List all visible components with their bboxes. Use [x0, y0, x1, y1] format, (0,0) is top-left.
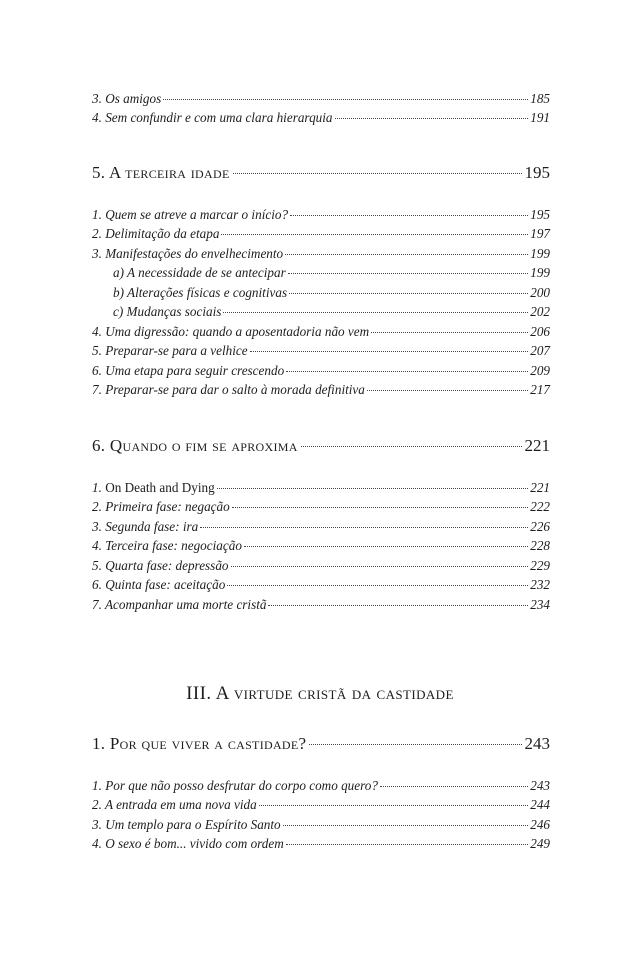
toc-entry [92, 480, 550, 496]
dot-leader [232, 507, 529, 508]
chapter-heading [92, 436, 550, 456]
toc-subentry [113, 285, 550, 301]
toc-entry-page: 228 [530, 538, 550, 553]
chapter-title: 1. Por que viver a castidade? [92, 734, 307, 753]
toc-entry-title: 7. Acompanhar uma morte cristã [92, 597, 267, 612]
toc-entry-page: 206 [530, 324, 550, 339]
toc-entry-title: 5. Preparar-se para a velhice [92, 343, 248, 358]
toc-entry [92, 817, 550, 833]
chapter-page: 195 [524, 163, 550, 182]
toc-entry [92, 597, 550, 613]
toc-entry [92, 836, 550, 852]
dot-leader [233, 173, 522, 174]
dot-leader [231, 566, 529, 567]
chapter-title: 5. A terceira idade [92, 163, 230, 182]
toc-entry-title: 4. Terceira fase: negociação [92, 538, 242, 553]
toc-entry [92, 363, 550, 379]
toc-entry [92, 343, 550, 359]
toc-entry [92, 91, 550, 107]
dot-leader [289, 293, 528, 294]
toc-entry-title: 4. Sem confundir e com uma clara hierarquia [92, 110, 333, 125]
toc-entry-title: 6. Uma etapa para seguir crescendo [92, 363, 285, 378]
toc-entry-page: 209 [530, 363, 550, 378]
dot-leader [286, 844, 528, 845]
toc-entry [92, 382, 550, 398]
toc-entry-page: 246 [530, 817, 550, 832]
toc-entry-page: 222 [530, 499, 550, 514]
toc-entry-page: 232 [530, 577, 550, 592]
toc-subentry [113, 304, 550, 320]
part-title: III. A virtude cristã da castidade [186, 683, 454, 704]
dot-leader [301, 446, 522, 447]
dot-leader [335, 118, 529, 119]
toc-entry [92, 226, 550, 242]
chapter-page: 243 [524, 734, 550, 753]
dot-leader [244, 546, 528, 547]
dot-leader [371, 332, 528, 333]
dot-leader [380, 786, 528, 787]
toc-entry [92, 324, 550, 340]
toc-entry [92, 110, 550, 126]
toc-entry-title: 2. Primeira fase: negação [92, 499, 230, 514]
chapter-heading [92, 163, 550, 183]
toc-entry-page: 191 [530, 110, 550, 125]
chapter-title: 6. Quando o fim se aproxima [92, 436, 298, 455]
toc-entry-title: 5. Quarta fase: depressão [92, 558, 229, 573]
toc-entry-title: a) A necessidade de se antecipar [113, 265, 286, 280]
dot-leader [268, 605, 528, 606]
toc-entry-title: 3. Um templo para o Espírito Santo [92, 817, 281, 832]
toc-entry-page: 207 [530, 343, 550, 358]
toc-entry-page: 243 [530, 778, 550, 793]
dot-leader [309, 744, 521, 745]
toc-entry-title: 4. Uma digressão: quando a aposentadoria não vem [92, 324, 370, 339]
toc-entry-title: 1. Quem se atreve a marcar o início? [92, 207, 289, 222]
toc-entry-title: b) Alterações físicas e cognitivas [113, 285, 288, 300]
toc-entry-page: 185 [530, 91, 550, 106]
toc-entry-title: 3. Os amigos [92, 91, 162, 106]
dot-leader [367, 390, 528, 391]
dot-leader [286, 371, 528, 372]
toc-entry-page: 226 [530, 519, 550, 534]
toc-entry-title: c) Mudanças sociais [113, 304, 222, 319]
chapter-heading [92, 734, 550, 754]
dot-leader [223, 312, 528, 313]
toc-entry-page: 234 [530, 597, 550, 612]
dot-leader [163, 99, 528, 100]
toc-entry-title: 4. O sexo é bom... vivido com ordem [92, 836, 284, 851]
toc-entry [92, 558, 550, 574]
toc-entry-title: 3. Manifestações do envelhecimento [92, 246, 284, 261]
dot-leader [217, 488, 529, 489]
toc-entry-page: 195 [530, 207, 550, 222]
toc-entry-page: 229 [530, 558, 550, 573]
toc-entry-page: 200 [530, 285, 550, 300]
toc-entry [92, 246, 550, 262]
toc-entry [92, 538, 550, 554]
dot-leader [227, 585, 528, 586]
dot-leader [221, 234, 528, 235]
toc-entry [92, 519, 550, 535]
dot-leader [250, 351, 529, 352]
toc-entry-title: 6. Quinta fase: aceitação [92, 577, 226, 592]
toc-entry-page: 199 [530, 265, 550, 280]
dot-leader [285, 254, 528, 255]
dot-leader [283, 825, 529, 826]
toc-entry-page: 217 [530, 382, 550, 397]
toc-entry [92, 499, 550, 515]
toc-entry-page: 221 [530, 480, 550, 495]
toc-entry [92, 207, 550, 223]
toc-entry-page: 202 [530, 304, 550, 319]
dot-leader [290, 215, 528, 216]
toc-entry [92, 577, 550, 593]
toc-entry-title: 1. Por que não posso desfrutar do corpo como quero? [92, 778, 378, 793]
toc-entry-page: 199 [530, 246, 550, 261]
dot-leader [259, 805, 529, 806]
toc-entry-title: 2. A entrada em uma nova vida [92, 797, 257, 812]
dot-leader [288, 273, 528, 274]
toc-entry-title: 2. Delimitação da etapa [92, 226, 220, 241]
toc-entry-page: 244 [530, 797, 550, 812]
dot-leader [200, 527, 528, 528]
toc-entry-title: 1. On Death and Dying [92, 480, 215, 495]
toc-entry-page: 197 [530, 226, 550, 241]
toc-entry [92, 778, 550, 794]
toc-subentry [113, 265, 550, 281]
toc-entry-title: 7. Preparar-se para dar o salto à morada definitiva [92, 382, 365, 397]
chapter-page: 221 [524, 436, 550, 455]
toc-entry-title: 3. Segunda fase: ira [92, 519, 199, 534]
toc-entry [92, 797, 550, 813]
toc-entry-page: 249 [530, 836, 550, 851]
